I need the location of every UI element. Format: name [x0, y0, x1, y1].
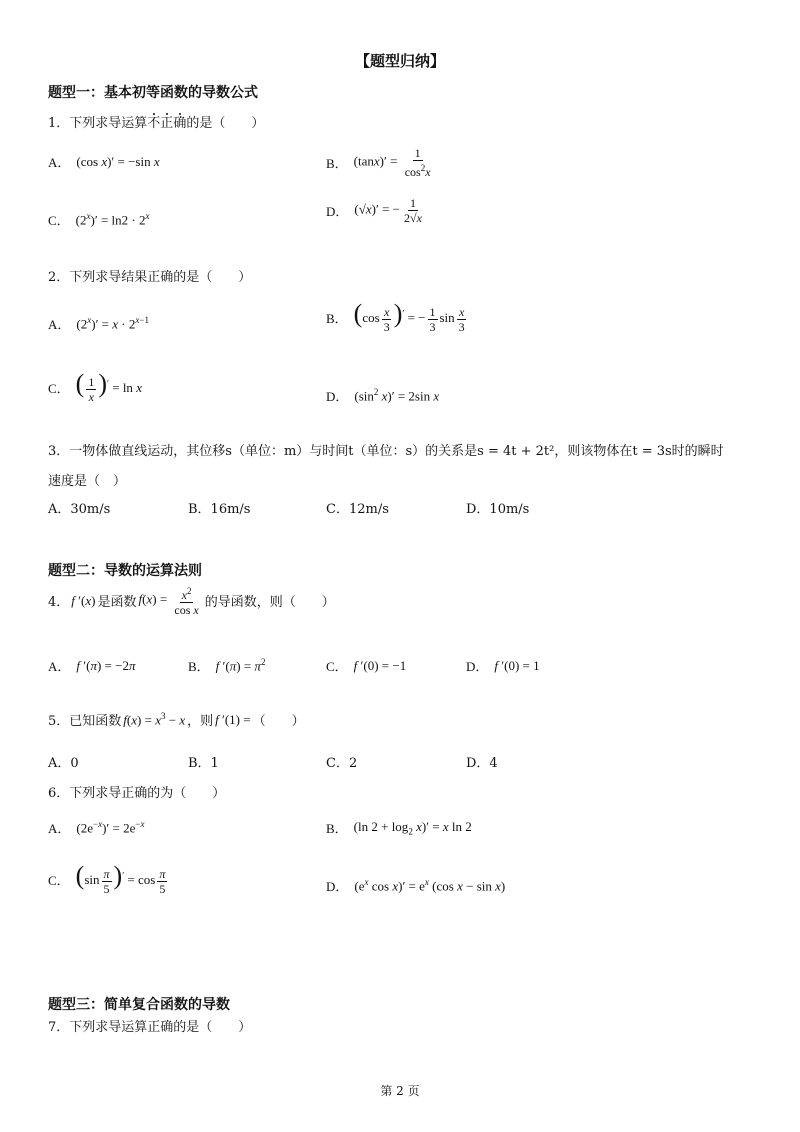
q6-d-formula: ($e^x$ $\cos x)' = e^x$ (cos x − sin x)	[354, 876, 506, 894]
q5-option-d[interactable]: D．4	[466, 756, 498, 771]
q4-d-formula: f ′(0) = 1	[494, 657, 540, 673]
option-label: A．	[48, 821, 71, 836]
q4-option-d[interactable]	[466, 656, 540, 675]
question-3-cont: 速度是（ ）	[48, 474, 127, 489]
q6-c-formula: (sin $\frac{\pi}{5}$ )′ = cos $\frac{\pi}{5}$	[75, 861, 166, 896]
option-label: C．	[48, 873, 70, 889]
q5-fprime: f ′(1) =	[215, 711, 251, 727]
q4-option-a[interactable]	[48, 656, 135, 675]
q4-option-b[interactable]	[188, 656, 265, 675]
q2-c-formula: ( $\frac{1}{x}$ )′ = ln x	[75, 369, 142, 404]
q3-option-d[interactable]: D．10m/s	[466, 502, 530, 517]
option-label: B．	[326, 156, 348, 171]
q2-option-a[interactable]	[48, 314, 149, 333]
option-label: D．	[466, 659, 489, 674]
q5-option-b[interactable]: B．1	[188, 756, 219, 771]
section-heading-3: 题型三：简单复合函数的导数	[48, 997, 230, 1013]
q2-a-formula: $(2^x)' = x \cdot 2^{x-1}$	[76, 314, 149, 332]
q3-option-a[interactable]: A．30m/s	[48, 502, 111, 517]
q4-function: f(x) = $\frac{x^2}{\text{cos x}}$	[138, 586, 199, 617]
question-4	[48, 584, 335, 617]
q1-d-formula: (√x)′ = − $\frac{1}{2√x}$	[354, 196, 422, 225]
q3-option-c[interactable]: C．12m/s	[326, 502, 389, 517]
q1-suffix: 的是（ ）	[186, 116, 265, 131]
option-label: A．	[48, 317, 71, 332]
q5-function: $f(x) = x^3 - x$	[123, 710, 186, 728]
option-label: C．	[48, 213, 70, 228]
q5-prefix: 5．已知函数	[48, 714, 122, 729]
q1-prefix: 1．下列求导运算	[48, 116, 148, 131]
q2-option-b[interactable]	[326, 299, 469, 334]
page-number: 第 2 页	[380, 1084, 420, 1098]
page-title: 【题型归纳】	[354, 52, 445, 70]
option-label: B．	[326, 311, 348, 327]
q1-option-a[interactable]	[48, 152, 160, 171]
q5-mid: ，则	[187, 714, 214, 729]
q1-a-formula: (cos x)′ = −sin x	[76, 153, 160, 169]
section-heading-1: 题型一：基本初等函数的导数公式	[48, 85, 258, 101]
q4-prefix: 4．	[48, 595, 70, 610]
option-label: C．	[48, 381, 70, 397]
q1-emph-3: 确	[173, 116, 187, 131]
question-6: 6．下列求导正确的为（ ）	[48, 786, 226, 801]
q3-option-b[interactable]: B．16m/s	[188, 502, 251, 517]
q2-option-d[interactable]	[326, 386, 439, 405]
option-label: D．	[326, 879, 349, 894]
q6-option-c[interactable]	[48, 861, 169, 896]
q1-emph-2: 正	[160, 116, 174, 131]
q1-c-formula: $(2^x)' = \ln 2 \cdot 2^x$	[75, 210, 150, 228]
q4-b-formula: f $'(\pi) = \pi^2$	[215, 656, 266, 674]
q4-option-c[interactable]	[326, 656, 406, 675]
q5-option-a[interactable]: A．0	[48, 756, 79, 771]
section-heading-2: 题型二：导数的运算法则	[48, 563, 202, 579]
question-7: 7．下列求导运算正确的是（ ）	[48, 1020, 252, 1035]
q2-b-formula: (cos $\frac{x}{3}$ )′ = − $\frac{1}{3}$ sin $\frac{x}{3}$	[353, 299, 465, 334]
q6-option-d[interactable]	[326, 876, 505, 895]
q6-option-b[interactable]	[326, 818, 472, 837]
q4-suffix: 的导函数，则（ ）	[204, 595, 335, 610]
q4-c-formula: f ′(0) = −1	[353, 657, 407, 673]
option-label: C．	[326, 659, 348, 674]
q1-b-formula: (tanx)′ = $\frac{1}{\cos^2x}$	[353, 146, 431, 179]
q4-mid: 是函数	[97, 595, 137, 610]
question-3: 3．一物体做直线运动，其位移s（单位：m）与时间t（单位：s）的关系是s = 4t + 2t²，则该物体在t = 3s时的瞬时	[48, 444, 724, 459]
option-label: A．	[48, 155, 71, 170]
q6-b-formula: (ln $2 + \log_2 x)' = x$ ln 2	[353, 818, 472, 837]
option-label: B．	[326, 821, 348, 836]
q5-suffix: （ ）	[252, 714, 305, 729]
option-label: A．	[48, 659, 71, 674]
option-label: D．	[326, 389, 349, 404]
q1-emph-1: 不	[147, 116, 161, 131]
q4-a-formula: f ′(π) = −2π	[76, 657, 136, 673]
q2-d-formula: ($\sin^2$ x)′ = 2sin x	[354, 386, 440, 404]
q6-a-formula: $(2e^{-x})' = 2e^{-x}$	[76, 818, 145, 836]
q6-option-a[interactable]	[48, 818, 144, 837]
q4-fprime: f ′(x)	[71, 592, 96, 608]
q2-option-c[interactable]	[48, 369, 142, 404]
q5-option-c[interactable]: C．2	[326, 756, 358, 771]
q1-option-c[interactable]	[48, 210, 149, 229]
question-1	[48, 112, 264, 131]
question-5	[48, 710, 305, 729]
option-label: D．	[326, 204, 349, 219]
option-label: B．	[188, 659, 210, 674]
q1-option-d[interactable]	[326, 196, 426, 225]
q1-option-b[interactable]	[326, 146, 435, 179]
question-2: 2．下列求导结果正确的是（ ）	[48, 270, 252, 285]
